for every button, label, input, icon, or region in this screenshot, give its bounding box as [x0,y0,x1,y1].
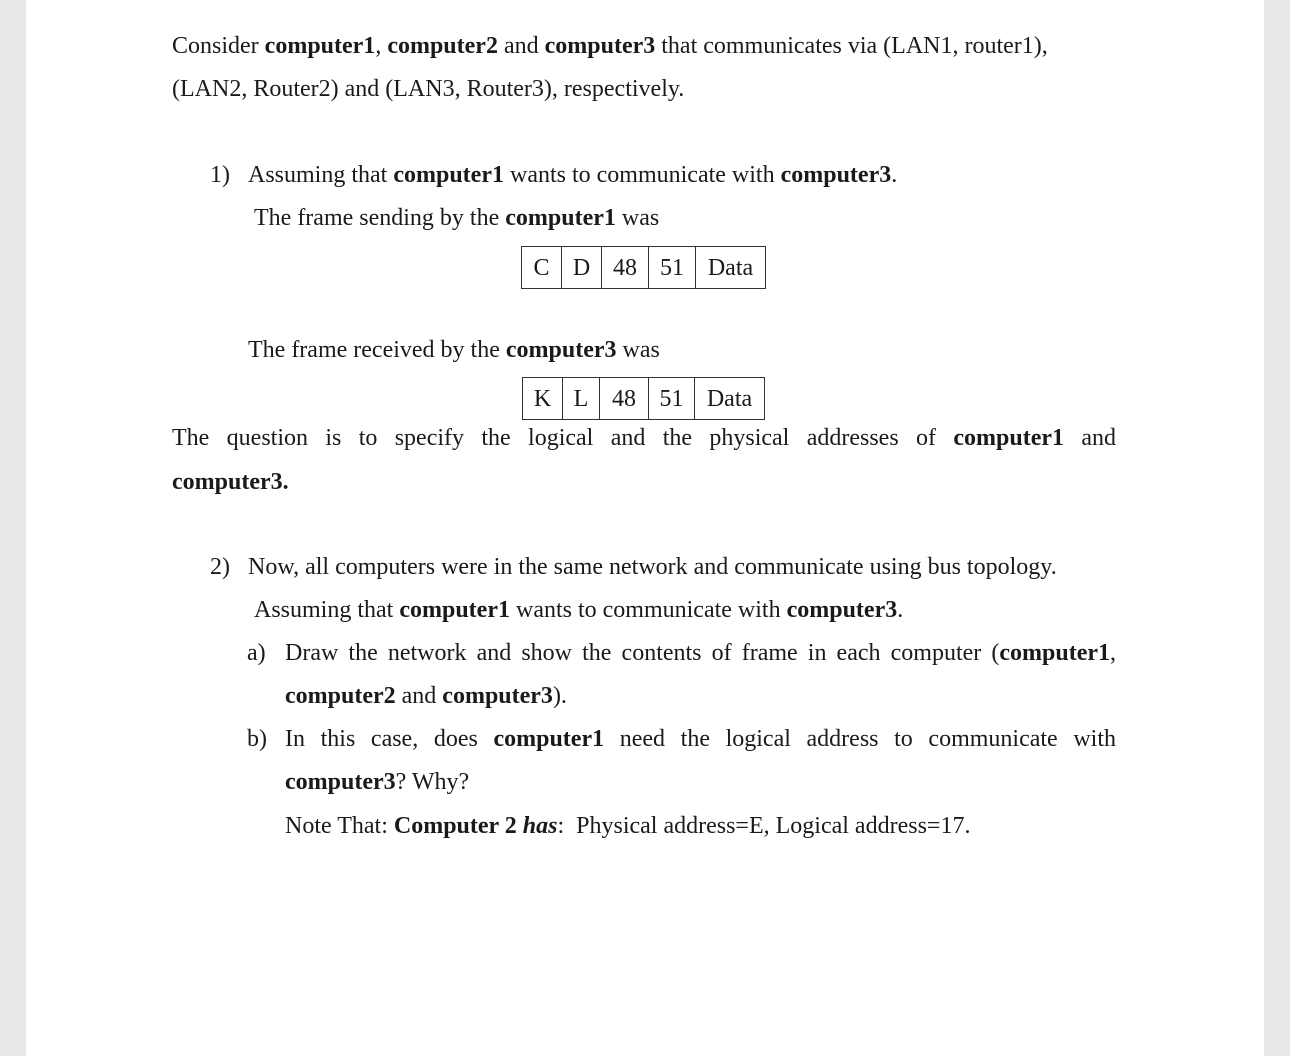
frame-data: Data [695,378,765,420]
q2-text: Now, all computers were in the same network and communicate using bus topology. [248,554,1057,580]
computer3-term: computer3 [505,337,617,363]
sent-frame-row [522,247,766,289]
computer1-term: computer1 [505,205,616,231]
recv-frame-table [522,377,765,420]
q2-period: . [897,597,904,623]
note-line [285,811,970,841]
q2b-text: In this case, does [285,726,478,752]
q2a-label [247,638,266,668]
q2b-line-1 [285,724,1116,754]
question-text: The question is to specify the logical and the physical addresses of [172,425,936,451]
sent-frame-table [521,246,766,289]
computer2-term: computer2 [387,33,498,59]
computer3-term: computer3 [544,33,656,59]
q1-period: . [891,162,898,188]
frame-data: Data [696,247,766,289]
q2a-comma: , [1110,640,1116,666]
document-page [26,0,1264,1056]
intro-text: Consider [172,33,259,59]
computer3-term: computer3 [285,769,396,795]
question-text: and [1081,425,1117,451]
computer3-term: computer3. [172,469,289,495]
caption-text: was [621,205,660,231]
frame-logical-2: 51 [649,378,695,420]
frame-logical-1: 48 [600,378,649,420]
frame-src-physical: L [563,378,600,420]
q1-text: wants to communicate with [509,162,775,188]
q2a-text: Draw the network and show the contents of frame in each computer ( [285,640,1000,666]
frame-src-physical: D [562,247,602,289]
subquestion-label: a) [247,640,266,666]
recv-frame-row [523,378,765,420]
q1-question-line-2 [172,467,289,497]
frame-logical-1: 48 [602,247,649,289]
q1-text: Assuming that [248,162,388,188]
q1-number: 1) [210,162,230,188]
intro-text: that communicates via (LAN1, router1), [661,33,1048,59]
computer3-term: computer3 [780,162,892,188]
computer2-term: Computer 2 [393,813,517,839]
q2-number: 2) [210,554,230,580]
note-label: Note That: [285,813,388,839]
computer3-term: computer3 [786,597,898,623]
recv-frame-caption [248,335,660,365]
q1-heading [210,160,897,190]
caption-text: was [622,337,660,363]
q2b-end: ? Why? [395,769,470,795]
caption-text: The frame received by the [248,337,500,363]
intro-comma: , [375,33,382,59]
subquestion-label: b) [247,726,267,752]
computer1-term: computer1 [399,597,510,623]
frame-dest-physical: K [523,378,563,420]
computer1-term: computer1 [999,640,1110,666]
q2b-line-2 [285,767,469,797]
q2a-text: and [401,683,437,709]
note-addresses: Physical address=E, Logical address=17. [576,813,971,839]
computer1-term: computer1 [393,162,504,188]
sent-frame-caption [254,203,659,233]
caption-text: The frame sending by the [254,205,500,231]
intro-text: and [503,33,539,59]
q2a-line-2 [285,681,567,711]
q2b-text: need the logical address to communicate with [619,726,1116,752]
q2-text: wants to communicate with [515,597,781,623]
q2a-end: ). [552,683,567,709]
computer3-term: computer3 [442,683,553,709]
computer1-term: computer1 [493,726,605,752]
note-has: has [522,813,558,839]
intro-line-1 [172,31,1048,61]
intro-text: (LAN2, Router2) and (LAN3, Router3), respectively. [172,76,685,102]
q2-text: Assuming that [254,597,394,623]
frame-logical-2: 51 [649,247,696,289]
frame-dest-physical: C [522,247,562,289]
computer1-term: computer1 [264,33,376,59]
q2b-label [247,724,267,754]
intro-line-2 [172,74,684,104]
q2a-line-1 [285,638,1116,668]
computer2-term: computer2 [285,683,396,709]
note-colon: : [557,813,565,839]
q2-heading [210,552,1057,582]
q2-line-2 [254,595,903,625]
computer1-term: computer1 [953,425,1064,451]
q1-question-line-1 [172,423,1116,453]
